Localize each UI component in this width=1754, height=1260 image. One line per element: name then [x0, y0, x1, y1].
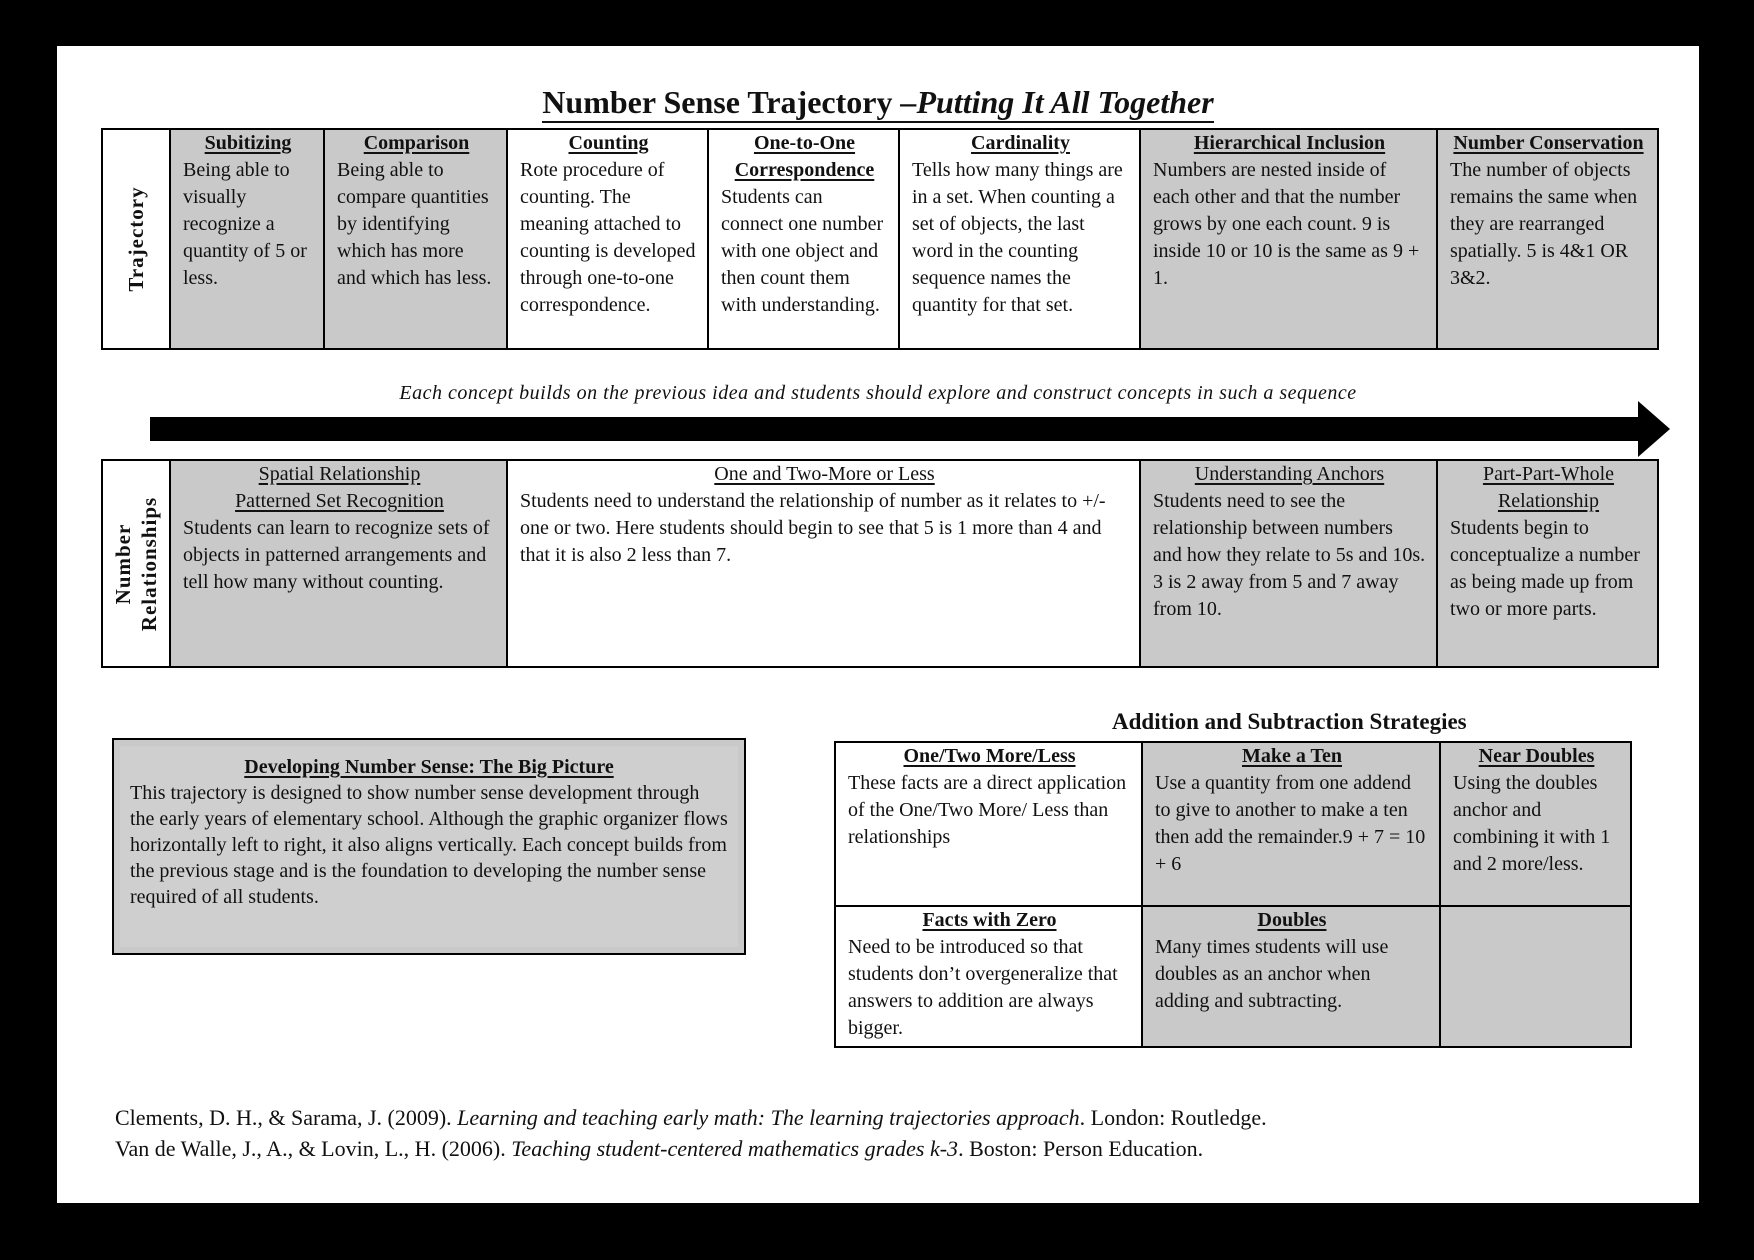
cell-heading: Hierarchical Inclusion — [1193, 132, 1386, 154]
cell-text: Tells how many things are in a set. When counting a set of objects, the last word in the counting sequence names the quantity for that set. — [912, 159, 1123, 316]
reference-item: Van de Walle, J., A., & Lovin, L., H. (2006). Teaching student-centered mathematics grades k-3. Boston: Person Education. — [115, 1136, 1204, 1161]
cell-heading: Comparison — [363, 132, 470, 154]
cell-one-two-more-less-strategy — [835, 742, 1142, 906]
cell-one-two-more-less — [507, 460, 1140, 667]
cell-understanding-anchors — [1140, 460, 1437, 667]
cell-heading: Number Conservation — [1453, 132, 1644, 154]
cell-doubles — [1142, 906, 1440, 1047]
cell-text: Using the doubles anchor and combining it with 1 and 2 more/less. — [1453, 772, 1611, 875]
number-relationships-row-label: Number Relationships — [102, 460, 170, 667]
cell-text: Students can connect one number with one object and then count them with understanding. — [721, 186, 884, 316]
cell-text: Students need to understand the relationship of number as it relates to +/- one or two. Here students should begin to see that 5 is 1 more than 4 and that it is also 2 less than 7. — [520, 490, 1106, 566]
big-picture-box — [112, 738, 746, 955]
arrow-caption: Each concept builds on the previous idea and students should explore and construct concepts in such a sequence — [399, 382, 1357, 404]
cell-text: Many times students will use doubles as an anchor when adding and subtracting. — [1155, 936, 1389, 1012]
cell-heading: Make a Ten — [1241, 745, 1343, 767]
cell-text: Use a quantity from one addend to give to another to make a ten then add the remainder.9 + 7 = 10 + 6 — [1155, 772, 1426, 875]
title-sub: –Putting It All Together — [900, 84, 1214, 120]
cell-text: Students can learn to recognize sets of objects in patterned arrangements and tell how many without counting. — [183, 517, 490, 593]
cell-one-to-one — [708, 129, 899, 349]
cell-heading: Near Doubles — [1478, 745, 1595, 767]
cell-text: Rote procedure of counting. The meaning attached to counting is developed through one-to-one correspondence. — [520, 159, 696, 316]
cell-heading: Doubles — [1257, 909, 1327, 931]
references — [115, 1102, 1267, 1164]
trajectory-table — [101, 128, 1659, 350]
cell-text: Numbers are nested inside of each other and that the number grows by one each count. 9 is inside 10 or 10 is the same as 9 + 1. — [1153, 159, 1420, 289]
strategies-title: Addition and Subtraction Strategies — [1112, 709, 1467, 734]
cell-subitizing — [170, 129, 324, 349]
cell-heading: Understanding Anchors — [1194, 463, 1385, 485]
sequence-arrow — [150, 401, 1670, 457]
cell-hierarchical-inclusion — [1140, 129, 1437, 349]
cell-number-conservation — [1437, 129, 1658, 349]
cell-heading: One/Two More/Less — [903, 745, 1076, 767]
cell-cardinality — [899, 129, 1140, 349]
page — [57, 46, 1699, 1203]
big-picture-title: Developing Number Sense: The Big Picture — [244, 756, 614, 778]
title-main: Number Sense Trajectory — [542, 84, 900, 123]
cell-text: Being able to visually recognize a quantity of 5 or less. — [183, 159, 307, 289]
strategies-table — [834, 741, 1632, 1048]
cell-spatial-relationship — [170, 460, 507, 667]
cell-part-part-whole — [1437, 460, 1658, 667]
reference-item: Clements, D. H., & Sarama, J. (2009). Learning and teaching early math: The learning trajectories approach. London: Routledge. — [115, 1105, 1267, 1130]
cell-heading: Facts with Zero — [922, 909, 1057, 931]
cell-text: The number of objects remains the same when they are rearranged spatially. 5 is 4&1 OR 3&2. — [1450, 159, 1638, 289]
cell-comparison — [324, 129, 507, 349]
cell-heading: Spatial Relationship — [258, 463, 421, 485]
cell-facts-with-zero — [835, 906, 1142, 1047]
big-picture-text: This trajectory is designed to show number sense development through the early years of elementary school. Although the graphic organizer flows horizontally left to right, it also aligns vertically. Each concept builds from the previous stage and is the foundation to developing the number sense required of all students. — [130, 782, 728, 908]
trajectory-row-label: Trajectory — [102, 129, 170, 349]
cell-empty — [1440, 906, 1631, 1047]
cell-heading: Part-Part-Whole Relationship — [1482, 463, 1615, 512]
page-title — [57, 86, 1699, 118]
cell-heading: One-to-One Correspondence — [734, 132, 875, 181]
cell-heading-2: Patterned Set Recognition — [235, 490, 444, 512]
cell-text: Being able to compare quantities by identifying which has more and which has less. — [337, 159, 492, 289]
cell-heading: One and Two-More or Less — [714, 463, 935, 485]
cell-heading: Cardinality — [971, 132, 1070, 154]
number-relationships-table — [101, 459, 1659, 668]
cell-near-doubles — [1440, 742, 1631, 906]
cell-heading: Counting — [568, 132, 649, 154]
cell-heading: Subitizing — [204, 132, 292, 154]
cell-make-a-ten — [1142, 742, 1440, 906]
cell-text: Need to be introduced so that students don’t overgeneralize that answers to addition are always bigger. — [848, 936, 1118, 1039]
cell-text: Students need to see the relationship between numbers and how they relate to 5s and 10s. 3 is 2 away from 5 and 7 away from 10. — [1153, 490, 1426, 620]
cell-counting — [507, 129, 708, 349]
cell-text: Students begin to conceptualize a number as being made up from two or more parts. — [1450, 517, 1640, 620]
cell-text: These facts are a direct application of the One/Two More/ Less than relationships — [848, 772, 1127, 848]
